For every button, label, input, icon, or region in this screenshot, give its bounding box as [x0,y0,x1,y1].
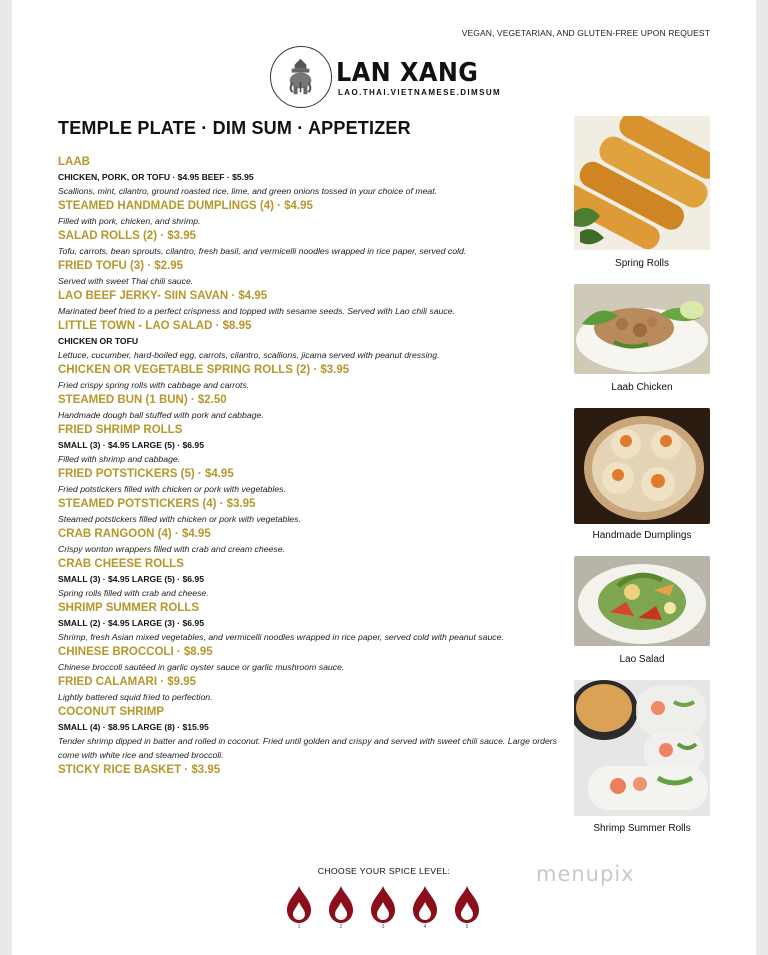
spice-flame-icon[interactable] [452,884,482,930]
item-name: CRAB CHEESE ROLLS [58,558,184,570]
menu-item [58,674,568,704]
item-name: FRIED TOFU (3) · $2.95 [58,260,184,272]
menu-item [58,704,568,762]
item-name: SHRIMP SUMMER ROLLS [58,602,199,614]
menu-page [12,0,756,955]
menu-item [58,762,568,778]
handmade-dumplings-photo [574,408,710,524]
item-name: FRIED CALAMARI · $9.95 [58,676,197,688]
menu-item [58,392,568,422]
item-name: LAAB [58,156,90,168]
restaurant-logo [270,46,510,110]
item-description: Spring rolls filled with crab and cheese. [58,588,209,598]
item-options: SMALL (3) · $4.95 LARGE (5) · $6.95 [58,574,204,584]
dietary-note: VEGAN, VEGETARIAN, AND GLUTEN-FREE UPON REQUEST [461,28,710,38]
elephant-emblem-icon [270,46,332,108]
watermark: menupix [536,862,635,886]
spice-level-number: 3 [381,924,385,930]
item-name: STEAMED POTSTICKERS (4) · $3.95 [58,498,256,510]
menu-item [58,466,568,496]
item-description: Chinese broccoli sautéed in garlic oyster sauce or garlic mushroom sauce. [58,662,345,672]
spice-flame-icon[interactable] [326,884,356,930]
item-description: Filled with shrimp and cabbage. [58,454,181,464]
menu-item [58,362,568,392]
item-name: STICKY RICE BASKET · $3.95 [58,764,221,776]
item-name: FRIED SHRIMP ROLLS [58,424,183,436]
spice-flame-icon[interactable] [368,884,398,930]
spice-level-number: 1 [297,924,301,930]
menu-item [58,154,568,198]
spice-level-number: 5 [465,924,469,930]
item-options: CHICKEN, PORK, OR TOFU · $4.95 BEEF · $5.95 [58,172,254,182]
item-name: CHINESE BROCCOLI · $8.95 [58,646,213,658]
item-name: STEAMED BUN (1 BUN) · $2.50 [58,394,227,406]
brand-tagline: LAO.THAI.VIETNAMESE.DIMSUM [338,88,502,97]
item-name: CRAB RANGOON (4) · $4.95 [58,528,211,540]
menu-item [58,198,568,228]
laab-chicken-photo [574,284,710,374]
menu-item [58,288,568,318]
menu-item [58,556,568,600]
photo-caption: Handmade Dumplings [592,530,692,541]
item-name: SALAD ROLLS (2) · $3.95 [58,230,197,242]
menu-item [58,318,568,362]
spice-level-number: 2 [339,924,343,930]
item-name: COCONUT SHRIMP [58,706,165,718]
menu-item [58,600,568,644]
item-name: LAO BEEF JERKY- SIIN SAVAN · $4.95 [58,290,268,302]
item-description: Tender shrimp dipped in batter and rolled in coconut. Fried until golden and crispy and served with sweet chili sauce. Large orders come with white rice and steamed broccoli. [58,736,558,760]
photo-caption: Lao Salad [619,654,665,665]
item-options: CHICKEN OR TOFU [58,336,139,346]
item-description: Served with sweet Thai chili sauce. [58,276,194,286]
spring-rolls-photo [574,116,710,250]
item-name: CHICKEN OR VEGETABLE SPRING ROLLS (2) · $3.95 [58,364,350,376]
spice-level-number: 4 [423,924,427,930]
menu-item [58,644,568,674]
menu-item [58,526,568,556]
item-name: STEAMED HANDMADE DUMPLINGS (4) · $4.95 [58,200,313,212]
item-description: Shrimp, fresh Asian mixed vegetables, and vermicelli noodles wrapped in rice paper, served cold with peanut sauce. [58,632,504,642]
spice-flame-icon[interactable] [284,884,314,930]
menu-item [58,258,568,288]
item-description: Fried potstickers filled with chicken or pork with vegetables. [58,484,286,494]
item-description: Tofu, carrots, bean sprouts, cilantro, fresh basil, and vermicelli noodles wrapped in rice paper, served cold. [58,246,467,256]
menu-item [58,496,568,526]
item-name: LITTLE TOWN - LAO SALAD · $8.95 [58,320,252,332]
photo-caption: Shrimp Summer Rolls [593,823,691,834]
item-description: Fried crispy spring rolls with cabbage and carrots. [58,380,250,390]
photo-caption: Spring Rolls [615,258,669,269]
photo-caption: Laab Chicken [611,382,673,393]
item-description: Steamed potstickers filled with chicken or pork with vegetables. [58,514,301,524]
item-description: Scallions, mint, cilantro, ground roasted rice, lime, and green onions tossed in your choice of meat. [58,186,438,196]
menu-list [58,154,568,778]
item-description: Handmade dough ball stuffed with pork and cabbage. [58,410,264,420]
spice-level-selector [284,884,484,930]
lao-salad-photo [574,556,710,646]
item-options: SMALL (4) · $8.95 LARGE (8) · $15.95 [58,722,209,732]
section-title: TEMPLE PLATE · DIM SUM · APPETIZER [58,118,411,138]
item-description: Crispy wonton wrappers filled with crab and cream cheese. [58,544,285,554]
item-description: Lettuce, cucumber, hard-boiled egg, carrots, cilantro, scallions, jicama served with peanut dressing. [58,350,440,360]
menu-item [58,422,568,466]
item-options: SMALL (2) · $4.95 LARGE (3) · $6.95 [58,618,204,628]
shrimp-summer-rolls-photo [574,680,710,816]
spice-flame-icon[interactable] [410,884,440,930]
item-description: Marinated beef fried to a perfect crispness and topped with sesame seeds. Served with Lao chili sauce. [58,306,455,316]
spice-level-title: CHOOSE YOUR SPICE LEVEL: [317,866,451,876]
menu-item [58,228,568,258]
item-description: Lightly battered squid fried to perfection. [58,692,213,702]
brand-name: LAN XANG [336,58,479,88]
item-description: Filled with pork, chicken, and shrimp. [58,216,201,226]
item-name: FRIED POTSTICKERS (5) · $4.95 [58,468,234,480]
item-options: SMALL (3) · $4.95 LARGE (5) · $6.95 [58,440,204,450]
